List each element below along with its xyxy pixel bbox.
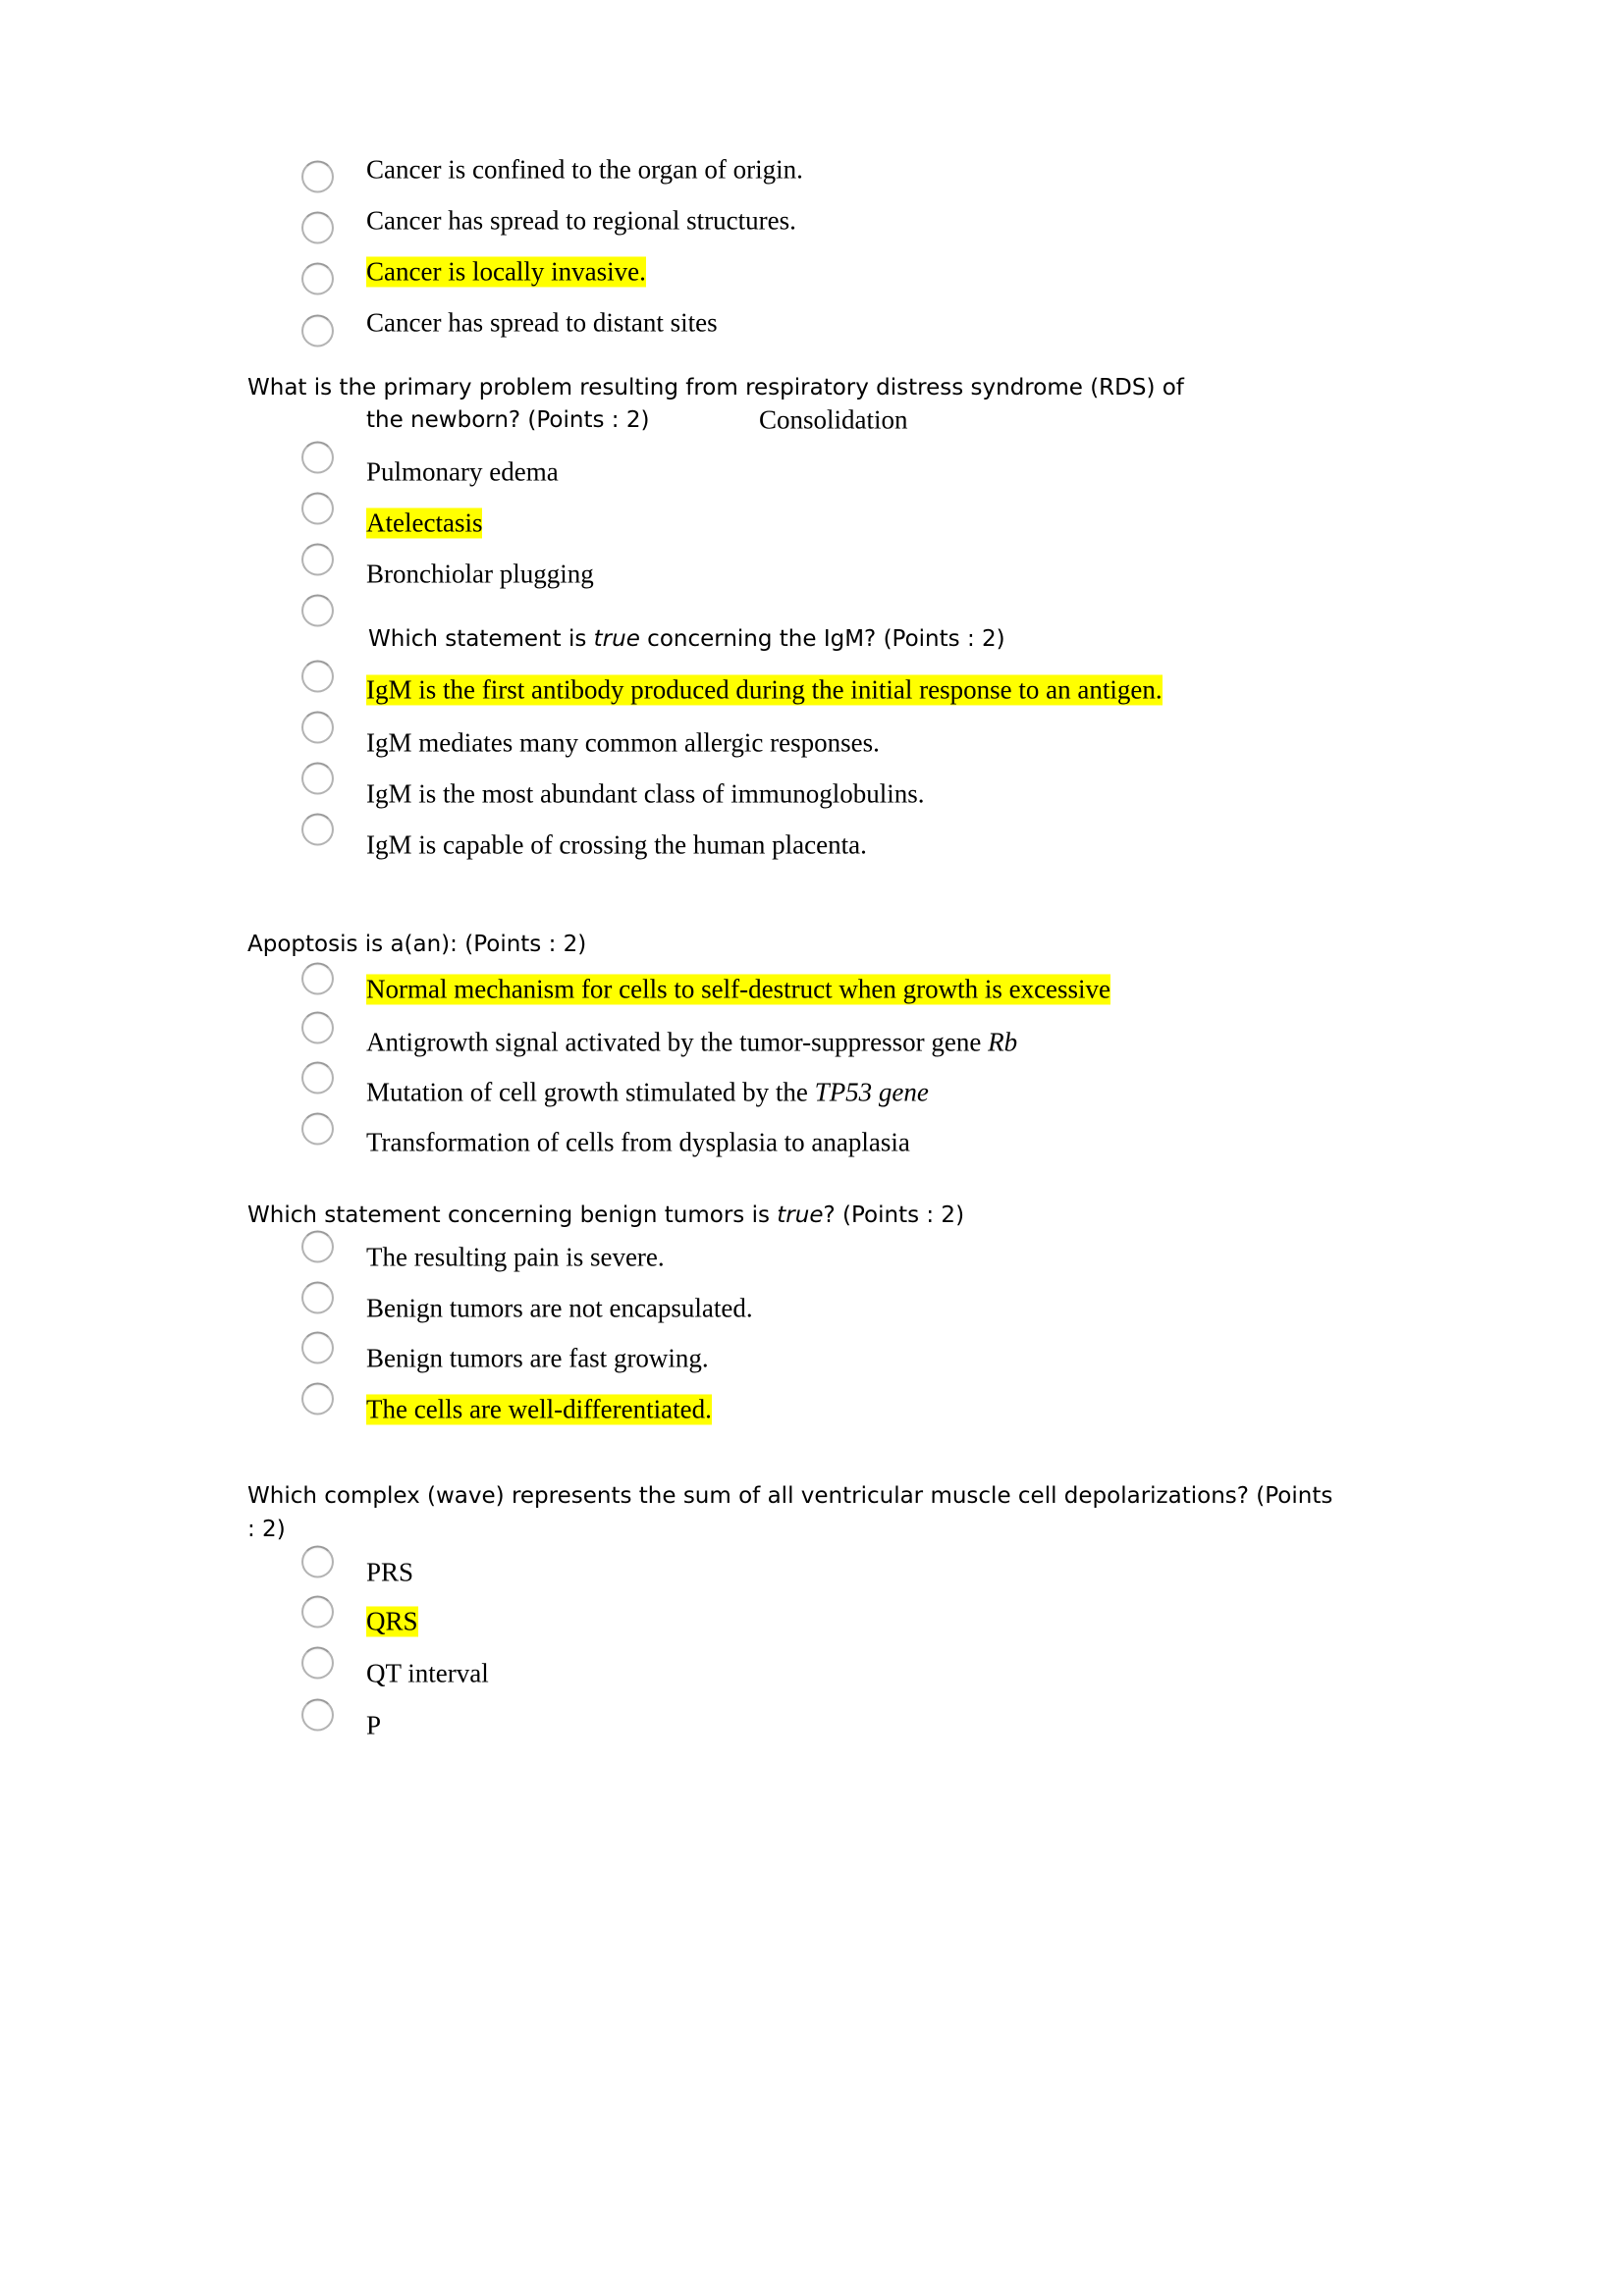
radio-button-icon[interactable]: [301, 1383, 334, 1415]
radio-button-icon[interactable]: [301, 595, 334, 627]
radio-button-icon[interactable]: [301, 1647, 334, 1680]
radio-button-icon[interactable]: [301, 1231, 334, 1263]
radio-button-icon[interactable]: [301, 1012, 334, 1044]
option-label: IgM is the most abundant class of immunoglobulins.: [366, 778, 925, 809]
option-label: Pulmonary edema: [366, 456, 559, 487]
radio-button-icon[interactable]: [301, 1332, 334, 1364]
radio-button-icon[interactable]: [301, 1113, 334, 1146]
radio-button-icon[interactable]: [301, 1546, 334, 1578]
radio-button-icon[interactable]: [301, 1596, 334, 1629]
option-label-highlighted: Atelectasis: [366, 507, 483, 538]
radio-button-icon[interactable]: [301, 963, 334, 995]
radio-button-icon[interactable]: [301, 315, 334, 347]
radio-button-icon[interactable]: [301, 1062, 334, 1095]
radio-button-icon[interactable]: [301, 161, 334, 193]
question-prompt: Which statement is true concerning the IgM? (Points : 2): [368, 626, 1005, 653]
question-prompt: the newborn? (Points : 2): [366, 407, 650, 434]
option-label-highlighted: Cancer is locally invasive.: [366, 256, 646, 287]
option-label: Benign tumors are not encapsulated.: [366, 1293, 753, 1323]
option-label: The resulting pain is severe.: [366, 1242, 665, 1272]
option-label: Cancer is confined to the organ of origin.: [366, 154, 803, 185]
option-label: Cancer has spread to regional structures.: [366, 205, 796, 236]
question-prompt: : 2): [247, 1517, 286, 1543]
option-label: IgM is capable of crossing the human placenta.: [366, 829, 867, 860]
option-label-highlighted: Normal mechanism for cells to self-destruct when growth is excessive: [366, 974, 1111, 1004]
question-prompt: Which statement concerning benign tumors is true? (Points : 2): [247, 1202, 965, 1229]
option-label: Consolidation: [759, 404, 908, 435]
radio-button-icon[interactable]: [301, 814, 334, 846]
option-label: Bronchiolar plugging: [366, 559, 594, 589]
option-label-highlighted: QRS: [366, 1606, 418, 1636]
option-label: IgM mediates many common allergic responses.: [366, 727, 880, 758]
radio-button-icon[interactable]: [301, 1699, 334, 1732]
radio-button-icon[interactable]: [301, 712, 334, 744]
radio-button-icon[interactable]: [301, 493, 334, 525]
option-label: Antigrowth signal activated by the tumor-suppressor gene Rb: [366, 1027, 1018, 1057]
radio-button-icon[interactable]: [301, 442, 334, 474]
option-label: P: [366, 1710, 382, 1740]
option-label: QT interval: [366, 1658, 489, 1688]
radio-button-icon[interactable]: [301, 263, 334, 295]
option-label-highlighted: IgM is the first antibody produced during the initial response to an antigen.: [366, 674, 1163, 705]
radio-button-icon[interactable]: [301, 212, 334, 244]
question-prompt: Apoptosis is a(an): (Points : 2): [247, 932, 587, 958]
question-prompt: Which complex (wave) represents the sum of all ventricular muscle cell depolarizations? (Points: [247, 1483, 1333, 1510]
radio-button-icon[interactable]: [301, 1282, 334, 1314]
question-prompt: What is the primary problem resulting from respiratory distress syndrome (RDS) of: [247, 375, 1184, 401]
radio-button-icon[interactable]: [301, 763, 334, 795]
option-label: PRS: [366, 1557, 414, 1587]
option-label-highlighted: The cells are well-differentiated.: [366, 1394, 712, 1424]
radio-button-icon[interactable]: [301, 544, 334, 576]
option-label: Transformation of cells from dysplasia to anaplasia: [366, 1127, 910, 1157]
radio-button-icon[interactable]: [301, 661, 334, 693]
option-label: Benign tumors are fast growing.: [366, 1343, 709, 1373]
option-label: Cancer has spread to distant sites: [366, 307, 718, 338]
option-label: Mutation of cell growth stimulated by the TP53 gene: [366, 1077, 929, 1107]
